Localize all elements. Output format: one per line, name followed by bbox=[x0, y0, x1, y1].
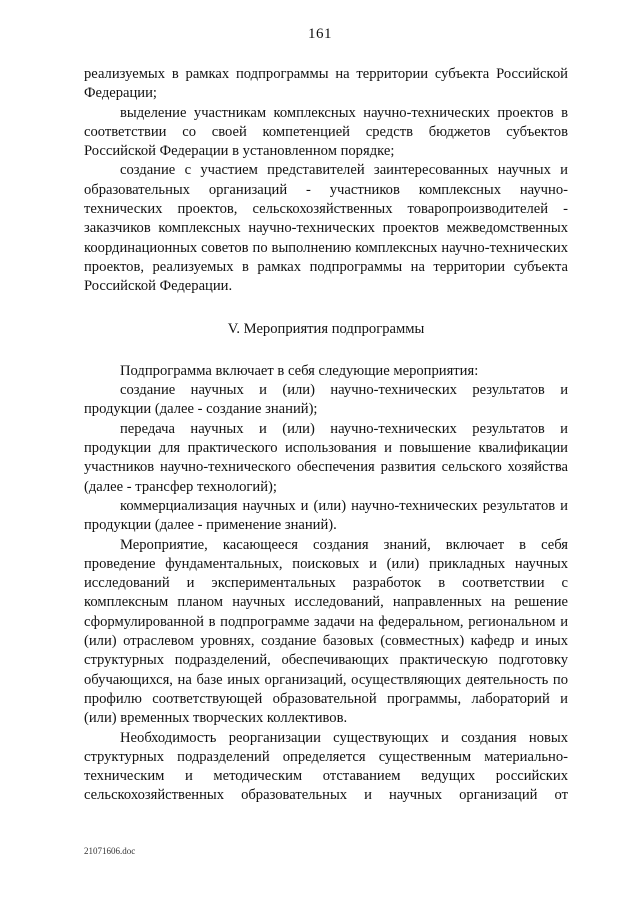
paragraph: выделение участникам комплексных научно-технических проектов в соответствии со своей компетенцией средств бюджетов субъектов Российской Федерации в установленном порядке; bbox=[84, 104, 568, 160]
paragraph: Необходимость реорганизации существующих и создания новых структурных подразделений определяется существенным материально-техническим и методическим отставанием ведущих российских сельскохозяйственных образовательных и научных организаций от bbox=[84, 729, 568, 804]
list-item: коммерциализация научных и (или) научно-технических результатов и продукции (далее - применение знаний). bbox=[84, 497, 568, 534]
page-number: 161 bbox=[308, 26, 332, 42]
paragraph: Мероприятие, касающееся создания знаний, включает в себя проведение фундаментальных, поисковых и (или) прикладных научных исследований и экспериментальных разработок в соответствии с комплексным планом научных исследований, направленных на решение сформулированной в подпрограмме задачи на федеральном, региональном и (или) отраслевом уровнях, создание базовых (совместных) кафедр и иных структурных подразделений, обеспечивающих практическую подготовку обучающихся, на базе иных организаций, осуществляющих деятельность по профилю соответствующей образовательной программы, лабораторий и (или) временных творческих коллективов. bbox=[84, 536, 568, 727]
paragraph: создание с участием представителей заинтересованных научных и образовательных организаций - участников комплексных научно-технических проектов, сельскохозяйственных товаропроизводителей - заказчиков комплексных научно-технических проектов межведомственных координационных советов по выполнению комплексных научно-технических проектов, реализуемых в рамках подпрограммы на территории субъекта Российской Федерации. bbox=[84, 162, 568, 295]
list-item: создание научных и (или) научно-технических результатов и продукции (далее - создание знаний); bbox=[84, 382, 568, 418]
document-body bbox=[84, 65, 568, 806]
list-item: передача научных и (или) научно-технических результатов и продукции для практического использования и повышение квалификации участников научно-технического обеспечения развития сельского хозяйства (далее - трансфер технологий); bbox=[84, 420, 568, 495]
paragraph: Подпрограмма включает в себя следующие мероприятия: bbox=[120, 362, 479, 379]
section-heading: V. Мероприятия подпрограммы bbox=[227, 320, 425, 337]
paragraph: реализуемых в рамках подпрограммы на территории субъекта Российской Федерации; bbox=[84, 66, 568, 102]
footer-filename: 21071606.doc bbox=[84, 846, 136, 856]
